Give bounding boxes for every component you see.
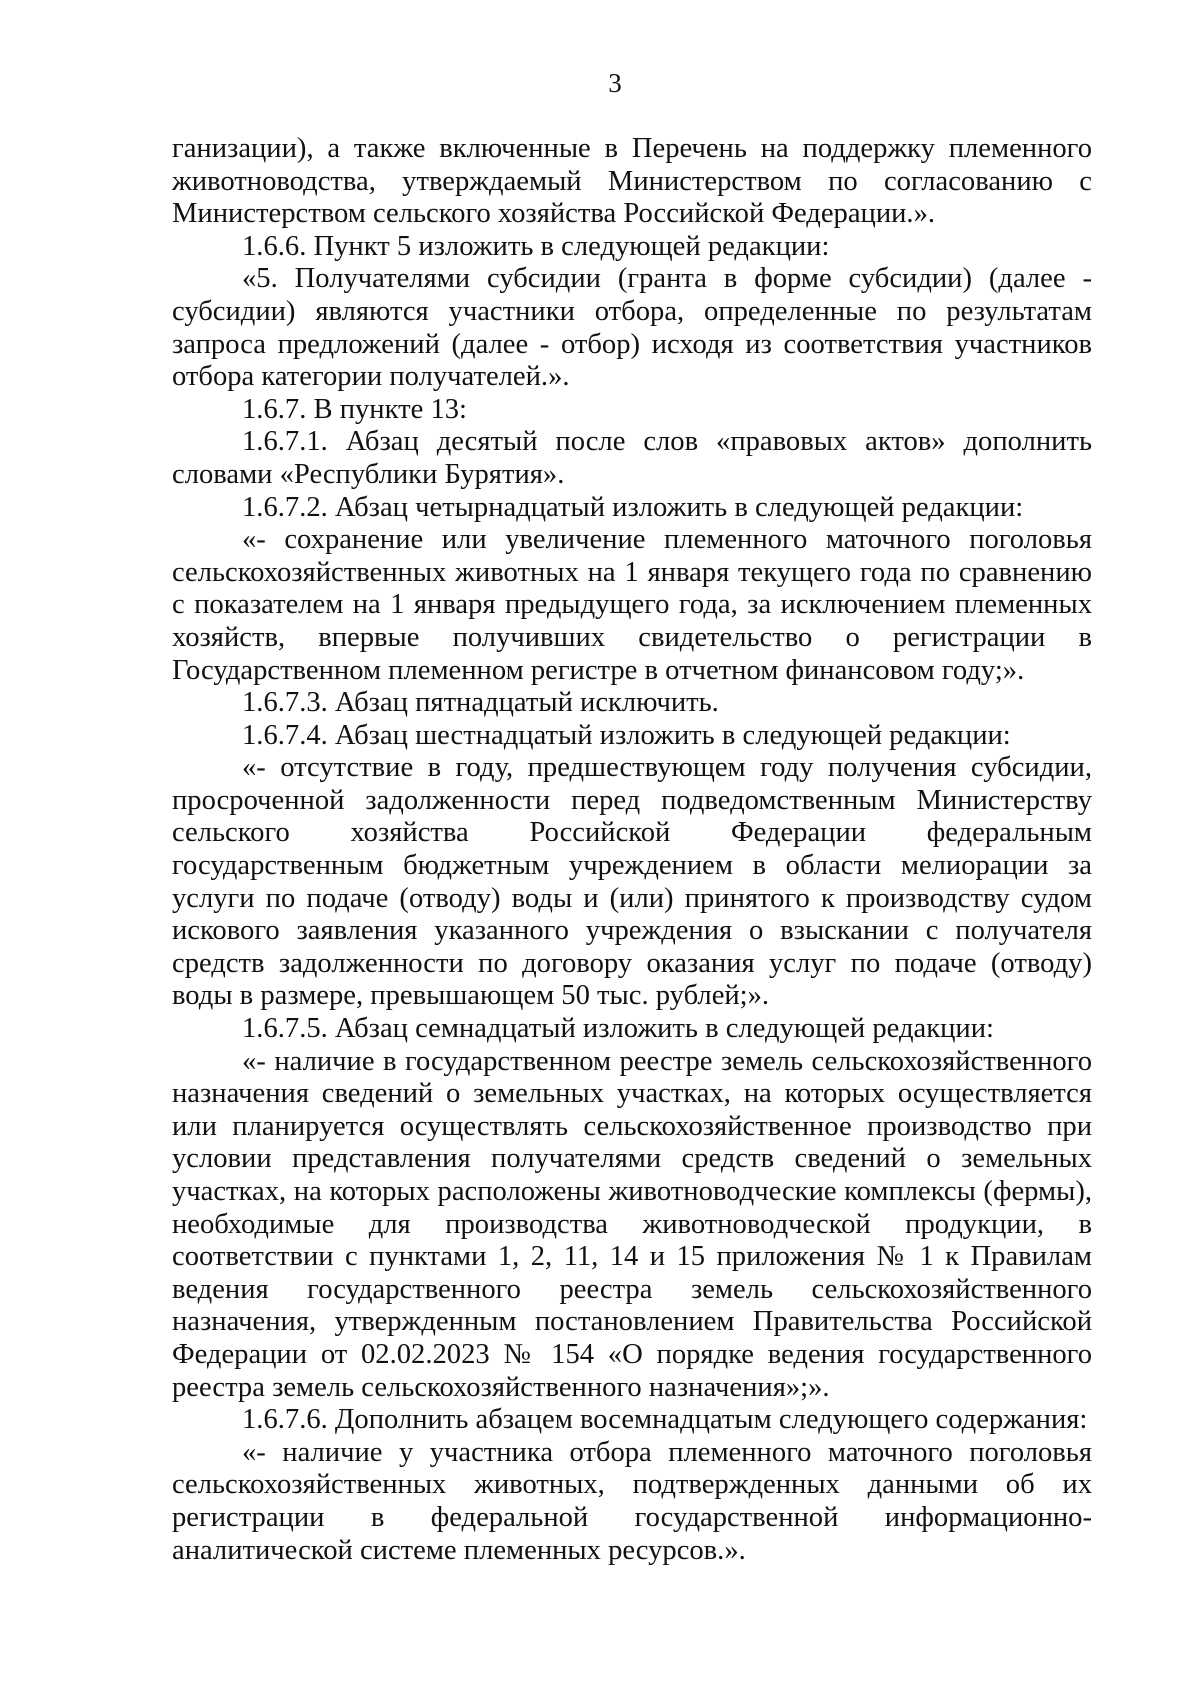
paragraph-1-6-7-1: 1.6.7.1. Абзац десятый после слов «правовых актов» дополнить словами «Республики Бурятия». xyxy=(172,426,1092,490)
paragraph-1-6-7-4-text: «- отсутствие в году, предшествующем году получения субсидии, просроченной задолженности перед подведомственным Министерству сельского хозяйства Российской Федерации федеральным государственным бюджетным учреждением в области мелиорации за услуги по подаче (отводу) воды и (или) принятого к производству судом искового заявления указанного учреждения о взыскании с получателя средств задолженности по договору оказания услуг по подаче (отводу) воды в размере, превышающем 50 тыс. рублей;». xyxy=(172,752,1092,1012)
paragraph-continuation: ганизации), а также включенные в Перечень на поддержку племенного животноводства, утверждаемый Министерством по согласованию с Министерством сельского хозяйства Российской Федерации.». xyxy=(172,133,1092,230)
paragraph-1-6-7-5-heading: 1.6.7.5. Абзац семнадцатый изложить в следующей редакции: xyxy=(242,1013,994,1045)
paragraph-1-6-7-3: 1.6.7.3. Абзац пятнадцатый исключить. xyxy=(242,687,719,719)
page-number: 3 xyxy=(608,68,622,98)
paragraph-clause-5-text: «5. Получателями субсидии (гранта в форме субсидии) (далее - субсидии) являются участники отбора, определенные по результатам запроса предложений (далее - отбор) исходя из соответствия участников отбора категории получателей.». xyxy=(172,263,1092,393)
paragraph-1-6-7-2-text: «- сохранение или увеличение племенного маточного поголовья сельскохозяйственных животных на 1 января текущего года по сравнению с показателем на 1 января предыдущего года, за исключением племенных хозяйств, впервые получивших свидетельство о регистрации в Государственном племенном регистре в отчетном финансовом году;». xyxy=(172,524,1092,686)
paragraph-1-6-7-6-text: «- наличие у участника отбора племенного маточного поголовья сельскохозяйственных животных, подтвержденных данными об их регистрации в федеральной государственной информационно-аналитической системе племенных ресурсов.». xyxy=(172,1436,1092,1566)
paragraph-1-6-7-2-heading: 1.6.7.2. Абзац четырнадцатый изложить в следующей редакции: xyxy=(242,491,1024,523)
paragraph-1-6-7-4-heading: 1.6.7.4. Абзац шестнадцатый изложить в следующей редакции: xyxy=(242,719,1011,751)
paragraph-1-6-6-heading: 1.6.6. Пункт 5 изложить в следующей редакции: xyxy=(242,230,830,262)
paragraph-1-6-7-5-text: «- наличие в государственном реестре земель сельскохозяйственного назначения сведений о земельных участках, на которых осуществляется или планируется осуществлять сельскохозяйственное производство при условии представления получателями средств сведений о земельных участках, на которых расположены животноводческие комплексы (фермы), необходимые для производства животноводческой продукции, в соответствии с пунктами 1, 2, 11, 14 и 15 приложения № 1 к Правилам ведения государственного реестра земель сельскохозяйственного назначения, утвержденным постановлением Правительства Российской Федерации от 02.02.2023 № 154 «О порядке ведения государственного реестра земель сельскохозяйственного назначения»;». xyxy=(172,1045,1092,1403)
paragraph-1-6-7-heading: 1.6.7. В пункте 13: xyxy=(242,393,467,425)
paragraph-1-6-7-6-heading: 1.6.7.6. Дополнить абзацем восемнадцатым следующего содержания: xyxy=(242,1404,1088,1436)
document-body xyxy=(172,133,1092,1567)
